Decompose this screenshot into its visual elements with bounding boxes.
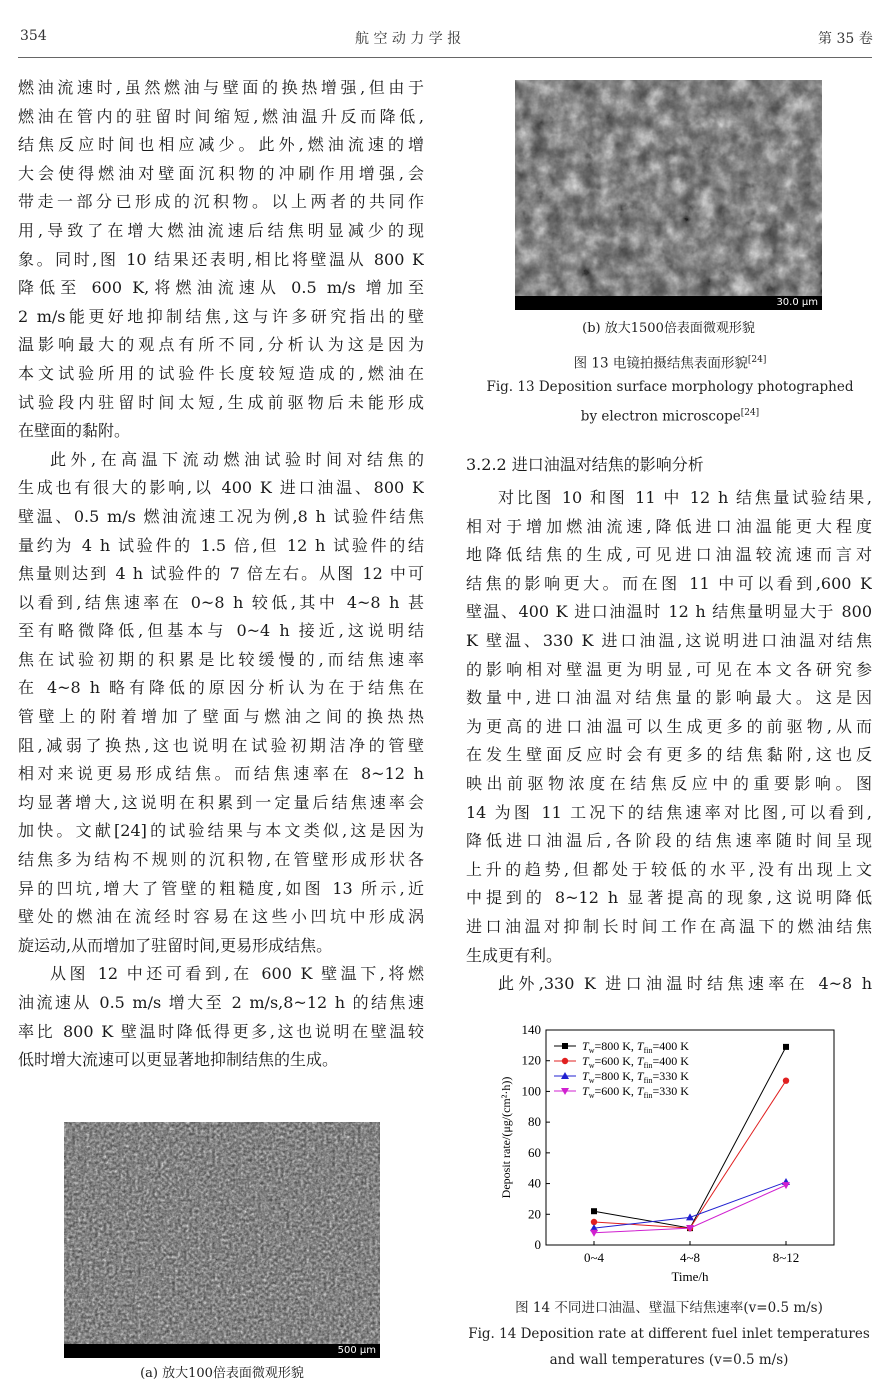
legend-marker — [562, 1058, 568, 1064]
journal-title: 航 空 动 力 学 报 — [355, 31, 462, 47]
x-tick-label: 4~8 — [679, 1250, 701, 1265]
text-line: 壁处的燃油在流经时容易在这些小凹坑中形成涡 — [18, 907, 424, 927]
text-line: 在发生壁面反应时会有更多的结焦黏附,这也反 — [466, 745, 872, 765]
text-line: 进口油温对抑制长时间工作在高温下的燃油结焦 — [466, 916, 872, 936]
text-line: 焦量则达到 4 h 试验件的 7 倍左右。从图 12 中可 — [18, 564, 424, 584]
text-line: 用,导致了在增大燃油流速后结焦明显减少的现 — [18, 220, 424, 240]
fig13-caption-en-1: Fig. 13 Deposition surface morphology photographed — [486, 379, 854, 395]
sem-texture-coarse — [64, 1122, 380, 1358]
text-line-last: 旋运动,从而增加了驻留时间,更易形成结焦。 — [18, 935, 333, 955]
text-line: 对比图 10 和图 11 中 12 h 结焦量试验结果, — [498, 488, 872, 507]
legend-label: $T_w=800$ K, $T_{fin}=330$ K — [582, 1069, 689, 1085]
series-line — [594, 1182, 786, 1228]
fig13-ref-en: [24] — [740, 408, 760, 418]
text-line: 本文试验所用的试验件长度较短造成的,燃油在 — [18, 363, 424, 383]
right-column-text — [466, 484, 872, 999]
data-point — [782, 1182, 790, 1189]
header-rule — [18, 57, 872, 58]
left-column-text — [18, 74, 424, 1075]
series-line — [594, 1081, 786, 1228]
text-line: 结焦多为结构不规则的沉积物,在管壁形成形状各 — [18, 850, 424, 870]
fig13-ref-cn: [24] — [747, 355, 767, 365]
legend-label: $T_w=600$ K, $T_{fin}=330$ K — [582, 1084, 689, 1100]
section-heading-3-2-2: 3.2.2 进口油温对结焦的影响分析 — [466, 455, 704, 474]
text-line: 降低进口油温后,各阶段的结焦速率随时间呈现 — [466, 831, 872, 851]
sem-image-100x — [64, 1122, 380, 1358]
legend-label: $T_w=600$ K, $T_{fin}=400$ K — [582, 1054, 689, 1070]
text-line: K 壁温、330 K 进口油温,这说明进口油温对结焦 — [466, 630, 872, 650]
figure-a-label: (a) 放大100倍表面微观形貌 — [140, 1366, 304, 1381]
y-axis-label: Deposit rate/(μg/(cm²·h)) — [499, 1076, 513, 1199]
data-point — [590, 1230, 598, 1237]
text-line: 14 为图 11 工况下的结焦速率对比图,可以看到, — [466, 802, 872, 822]
text-line: 温影响最大的观点有所不同,分析认为这是因为 — [18, 335, 424, 355]
text-line: 试验段内驻留时间太短,生成前驱物后未能形成 — [18, 392, 424, 412]
text-line: 燃油流速时,虽然燃油与壁面的换热增强,但由于 — [18, 78, 424, 97]
text-line: 大会使得燃油对壁面沉积物的冲刷作用增强,会 — [18, 163, 424, 183]
text-line: 燃油在管内的驻留时间缩短,燃油温升反而降低, — [18, 106, 424, 126]
chart-svg — [498, 1018, 850, 1290]
text-line: 至有略微降低,但基本与 0~4 h 接近,这说明结 — [18, 621, 424, 641]
text-line: 均显著增大,这说明在积累到一定量后结焦速率会 — [18, 792, 424, 812]
text-line: 降低至 600 K,将燃油流速从 0.5 m/s 增加至 — [18, 278, 424, 298]
text-line: 异的凹坑,增大了管壁的粗糙度,如图 13 所示,近 — [18, 878, 424, 898]
text-line-last: 低时增大流速可以更显著地抑制结焦的生成。 — [18, 1050, 339, 1070]
text-line: 地降低结焦的生成,可见进口油温较流速而言对 — [466, 545, 872, 565]
text-line: 率比 800 K 壁温时降低得更多,这也说明在壁温较 — [18, 1021, 424, 1041]
text-line: 的影响相对壁温更为明显,可见在本文各研究参 — [466, 659, 872, 679]
text-line: 阻,减弱了换热,这也说明在试验初期洁净的管壁 — [18, 735, 424, 755]
y-tick-label: 100 — [521, 1083, 541, 1099]
text-line: 带走一部分已形成的沉积物。以上两者的共同作 — [18, 192, 424, 212]
sem-image-1500x — [515, 80, 822, 310]
text-line: 加快。文献[24]的试验结果与本文类似,这是因为 — [18, 821, 424, 841]
text-line: 此外,在高温下流动燃油试验时间对结焦的 — [50, 449, 424, 469]
text-line: 壁温、0.5 m/s 燃油流速工况为例,8 h 试验件结焦 — [18, 506, 424, 526]
text-line-last: 生成更有利。 — [466, 945, 563, 965]
fig14-caption-cn: 图 14 不同进口油温、壁温下结焦速率(v=0.5 m/s) — [515, 1300, 823, 1316]
y-tick-label: 80 — [528, 1114, 541, 1130]
text-line: 量约为 4 h 试验件的 1.5 倍,但 12 h 试验件的结 — [18, 535, 424, 555]
x-tick-label: 0~4 — [583, 1250, 605, 1265]
text-line: 在 4~8 h 略有降低的原因分析认为在于结焦在 — [18, 678, 424, 698]
text-line: 结焦反应时间也相应减少。此外,燃油流速的增 — [18, 135, 424, 155]
text-line: 结焦的影响更大。而在图 11 中可以看到,600 K — [466, 573, 872, 593]
text-line: 数量中,进口油温对结焦量的影响最大。这是因 — [466, 688, 872, 708]
sem-texture-fine — [515, 80, 822, 310]
text-line: 相对来说更易形成结焦。而结焦速率在 8~12 h — [18, 764, 424, 784]
right-paragraph-2 — [466, 970, 872, 999]
text-line: 管壁上的附着增加了壁面与燃油之间的换热热 — [18, 707, 424, 727]
text-line: 此外,330 K 进口油温时结焦速率在 4~8 h — [498, 974, 872, 994]
y-tick-label: 20 — [528, 1206, 541, 1222]
text-line: 壁温、400 K 进口油温时 12 h 结焦量明显大于 800 — [466, 602, 872, 622]
fig13-caption-cn: 图 13 电镜拍摄结焦表面形貌[24] — [573, 355, 767, 372]
legend-label: $T_w=800$ K, $T_{fin}=400$ K — [582, 1039, 689, 1055]
text-line: 生成也有很大的影响,以 400 K 进口油温、800 K — [18, 478, 424, 498]
text-line-last: 在壁面的黏附。 — [18, 421, 131, 441]
fig14-caption-en-2: and wall temperatures (v=0.5 m/s) — [549, 1352, 789, 1368]
legend-marker — [562, 1043, 568, 1049]
y-tick-label: 120 — [521, 1052, 541, 1068]
text-line: 以看到,结焦速率在 0~8 h 较低,其中 4~8 h 甚 — [18, 592, 424, 612]
data-point — [591, 1208, 597, 1214]
data-point — [783, 1044, 789, 1050]
scale-bar-a: 500 μm — [64, 1344, 380, 1358]
deposit-rate-chart — [498, 1018, 850, 1290]
y-tick-label: 0 — [534, 1237, 541, 1252]
x-axis-label: Time/h — [671, 1269, 709, 1284]
left-paragraph-1 — [18, 74, 424, 446]
text-line: 上升的趋势,但都处于较低的水平,没有出现上文 — [466, 859, 872, 879]
data-point — [783, 1077, 789, 1083]
text-line: 油流速从 0.5 m/s 增大至 2 m/s,8~12 h 的结焦速 — [18, 993, 424, 1012]
right-paragraph-1 — [466, 484, 872, 970]
text-line: 2 m/s能更好地抑制结焦,这与许多研究指出的壁 — [18, 306, 424, 326]
text-line: 中提到的 8~12 h 显著提高的现象,这说明降低 — [466, 888, 872, 908]
x-tick-label: 8~12 — [772, 1250, 800, 1265]
y-tick-label: 40 — [528, 1175, 541, 1191]
scale-bar-b: 30.0 μm — [515, 296, 822, 310]
figure-b-label: (b) 放大1500倍表面微观形貌 — [582, 321, 755, 336]
left-paragraph-2 — [18, 446, 424, 961]
left-paragraph-3 — [18, 960, 424, 1074]
y-tick-label: 140 — [521, 1022, 541, 1037]
y-tick-label: 60 — [528, 1144, 541, 1160]
text-line: 从图 12 中还可看到,在 600 K 壁温下,将燃 — [50, 964, 424, 984]
text-line: 象。同时,图 10 结果还表明,相比将壁温从 800 K — [18, 249, 424, 269]
page-number: 354 — [20, 28, 47, 44]
text-line: 为更高的进口油温可以生成更多的前驱物,从而 — [466, 716, 872, 736]
text-line: 焦在试验初期的积累是比较缓慢的,而结焦速率 — [18, 649, 424, 669]
fig14-caption-en-1: Fig. 14 Deposition rate at different fuel inlet temperatures — [468, 1326, 870, 1342]
text-line: 映出前驱物浓度在结焦反应中的重要影响。图 — [466, 773, 872, 793]
volume-label: 第 35 卷 — [818, 31, 873, 47]
fig13-caption-en-2: by electron microscope[24] — [580, 408, 760, 425]
text-line: 相对于增加燃油流速,降低进口油温能更大程度 — [466, 516, 872, 536]
